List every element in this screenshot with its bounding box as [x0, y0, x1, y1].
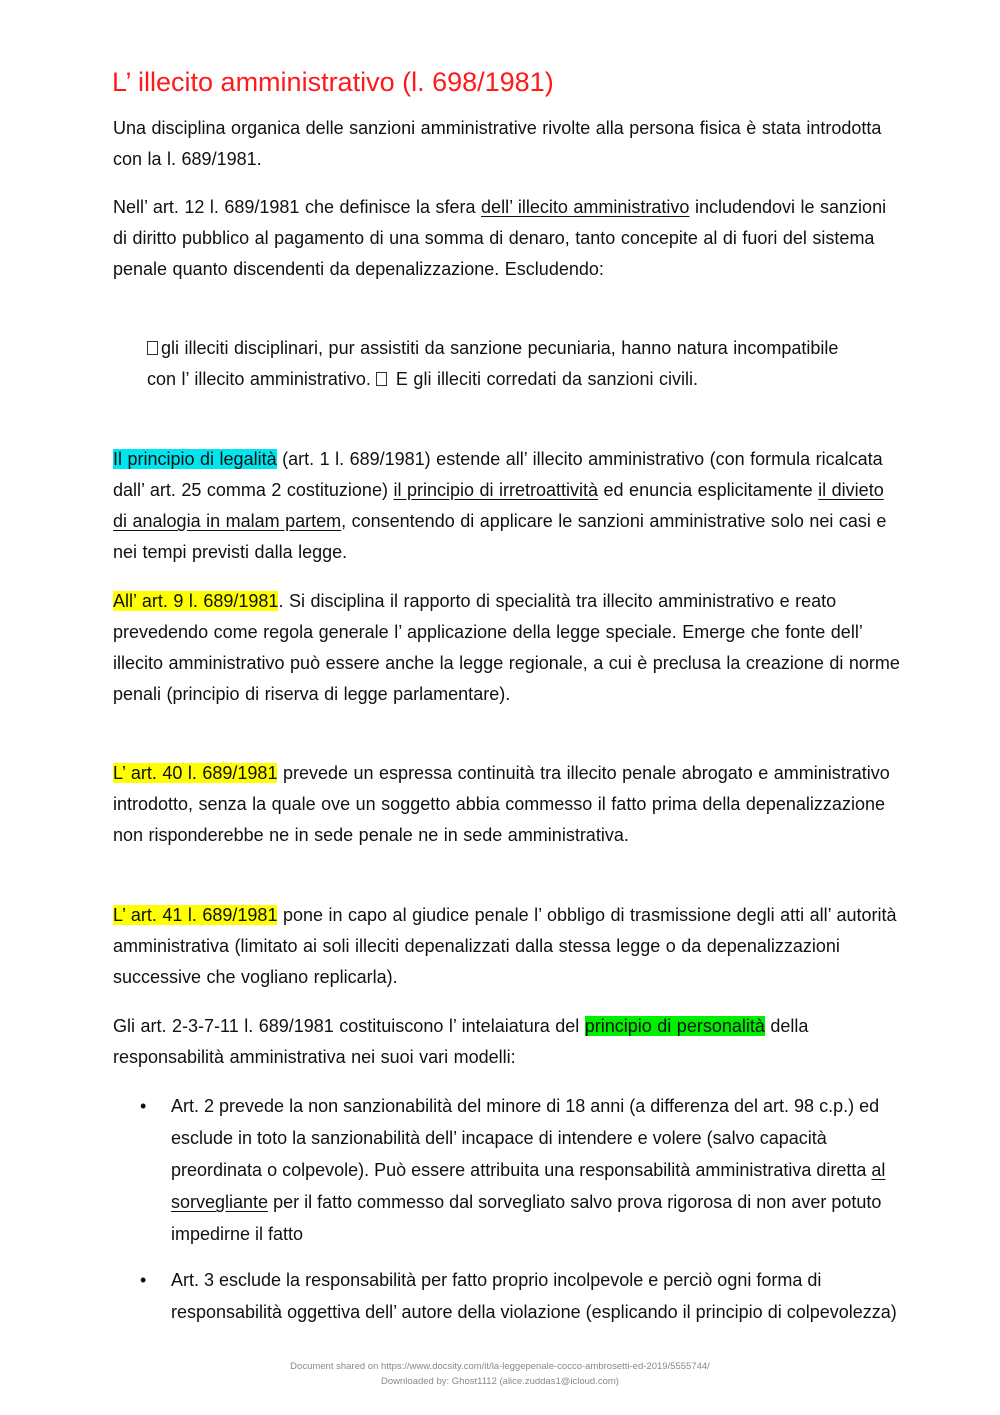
art12-text-a: Nell’ art. 12 l. 689/1981 che definisce la sfera [113, 197, 482, 217]
legalita-text-a: (art. 1 l. 689/1981) estende all’ illecito amministrativo (con formula ricalcata dall’ art. 25 comma 2 costituzione) [113, 449, 883, 500]
art9-paragraph [113, 586, 903, 710]
footer-shared-link[interactable]: Document shared on https://www.docsity.com/it/la-leggepenale-cocco-ambrosetti-ed-2019/5555744/ [290, 1361, 710, 1372]
footer-downloaded-by: Downloaded by: Ghost1112 (alice.zuddas1@icloud.com) [381, 1376, 619, 1387]
irretroattivita-underlined: il principio di irretroattività [393, 480, 599, 500]
art41-text: pone in capo al giudice penale l’ obbligo di trasmissione degli atti all’ autorità amministrativa (limitato ai soli illeciti depenalizzati dalla stessa legge o da depenalizzazioni successive che vogliano replicarla). [113, 905, 897, 987]
personalita-text-b: della responsabilità amministrativa nei suoi vari modelli: [113, 1016, 809, 1067]
art40-paragraph [113, 758, 903, 851]
art41-highlight: L’ art. 41 l. 689/1981 [113, 905, 278, 925]
art41-paragraph [113, 900, 903, 993]
exclusions-paragraph [147, 333, 847, 395]
art3-text: Art. 3 esclude la responsabilità per fatto proprio incolpevole e perciò ogni forma di responsabilità oggettiva dell’ autore della violazione (esplicando il principio di colpevolezza) [171, 1270, 897, 1322]
page-title: L’ illecito amministrativo (l. 698/1981) [112, 67, 554, 97]
art12-text-b: includendovi le sanzioni di diritto pubblico al pagamento di una somma di denaro, tanto concepite al di fuori del sistema penale quanto discendenti da depenalizzazione. Escludendo: [113, 197, 887, 279]
intro-paragraph [113, 113, 903, 175]
exclusions-text-b: E gli illeciti corredati da sanzioni civili. [395, 369, 699, 389]
art9-text: . Si disciplina il rapporto di specialità tra illecito amministrativo e reato prevedendo come regola generale l’ applicazione della legge speciale. Emerge che fonte dell’ illecito amministrativo può essere anche la legge regionale, a cui è preclusa la creazione di norme penali (principio di riserva di legge parlamentare). [113, 591, 900, 704]
art12-paragraph [113, 192, 903, 285]
bullet-icon: • [140, 1270, 147, 1290]
list-item-art3 [113, 1264, 903, 1328]
articles-bullet-list-continued [113, 1264, 903, 1328]
art12-underlined: dell’ illecito amministrativo [481, 197, 690, 217]
personalita-paragraph [113, 1011, 903, 1073]
bullet-icon: • [140, 1096, 147, 1116]
sorvegliante-underlined: al sorvegliante [171, 1160, 886, 1212]
missing-glyph-icon [147, 341, 158, 355]
art2-text-a: Art. 2 prevede la non sanzionabilità del minore di 18 anni (a differenza del art. 98 c.p.) ed esclude in toto la sanzionabilità dell’ incapace di intendere e volere (salvo capacità preordinata o colpevole). Può essere attribuita una responsabilità amministrativa diretta [171, 1096, 880, 1180]
legalita-highlight: Il principio di legalità [113, 449, 277, 469]
art40-highlight: L’ art. 40 l. 689/1981 [113, 763, 278, 783]
list-item-art2 [113, 1090, 903, 1250]
personalita-text-a: Gli art. 2-3-7-11 l. 689/1981 costituiscono l’ intelaiatura del [113, 1016, 585, 1036]
personalita-highlight: principio di personalità [584, 1016, 765, 1036]
exclusions-text-a: gli illeciti disciplinari, pur assistiti da sanzione pecuniaria, hanno natura incompatibile con l’ illecito amministrativo. [147, 338, 839, 389]
intro-text: Una disciplina organica delle sanzioni amministrative rivolte alla persona fisica è stata introdotta con la l. 689/1981. [113, 118, 882, 169]
articles-bullet-list [113, 1090, 903, 1250]
legalita-paragraph [113, 444, 903, 568]
art40-text: prevede un espressa continuità tra illecito penale abrogato e amministrativo introdotto, senza la quale ove un soggetto abbia commesso il fatto prima della depenalizzazione non risponderebbe ne in sede penale ne in sede amministrativa. [113, 763, 890, 845]
legalita-text-b: ed enuncia esplicitamente [598, 480, 819, 500]
missing-glyph-icon [376, 372, 387, 386]
art9-highlight: All’ art. 9 l. 689/1981 [113, 591, 279, 611]
analogia-underlined: il divieto di analogia in malam partem [113, 480, 884, 531]
art2-text-b: per il fatto commesso dal sorvegliato salvo prova rigorosa di non aver potuto impedirne il fatto [171, 1192, 882, 1244]
legalita-text-c: , consentendo di applicare le sanzioni amministrative solo nei casi e nei tempi previsti dalla legge. [113, 511, 887, 562]
